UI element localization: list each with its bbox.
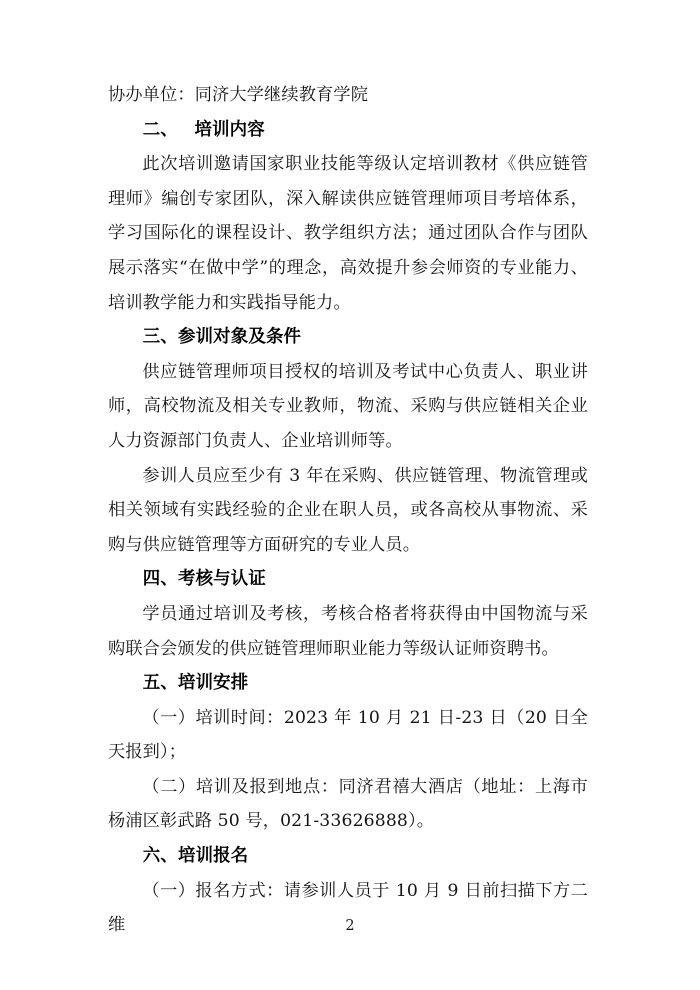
paragraph-participants-experience: 参训人员应至少有 3 年在采购、供应链管理、物流管理或相关领域有实践经验的企业在职人员，或各高校从事物流、采购与供应链管理等方面研究的专业人员。 xyxy=(108,465,588,555)
section-heading-three xyxy=(108,320,588,355)
section-heading-five xyxy=(108,666,588,701)
section-number-six: 六、 xyxy=(142,846,178,867)
paragraph-training-location: （二）培训及报到地点：同济君禧大酒店（地址：上海市杨浦区彰武路 50 号，021-33626888）。 xyxy=(108,776,588,832)
page-number: 2 xyxy=(345,918,355,934)
section-number-five: 五、 xyxy=(142,673,178,694)
paragraph-training-time: （一）培训时间：2023 年 10 月 21 日-23 日（20 日全天报到）； xyxy=(108,707,588,763)
section-number-two: 二、 xyxy=(142,119,178,140)
document-body xyxy=(108,78,588,943)
section-title-five: 培训安排 xyxy=(177,673,249,694)
paragraph-cohost-unit: 协办单位：同济大学继续教育学院 xyxy=(108,85,369,105)
section-heading-six xyxy=(108,839,588,874)
section-number-three: 三、 xyxy=(142,327,178,348)
paragraph-registration-method: （一）报名方式：请参训人员于 10 月 9 日前扫描下方二维 xyxy=(108,880,588,936)
section-number-four: 四、 xyxy=(142,569,178,590)
paragraph-participants-roles: 供应链管理师项目授权的培训及考试中心负责人、职业讲师，高校物流及相关专业教师，物流、采购与供应链相关企业人力资源部门负责人、企业培训师等。 xyxy=(108,361,588,451)
section-title-two: 培训内容 xyxy=(194,119,265,140)
section-title-three: 参训对象及条件 xyxy=(177,327,302,348)
paragraph-training-content: 此次培训邀请国家职业技能等级认定培训教材《供应链管理师》编创专家团队，深入解读供应链管理师项目考培体系，学习国际化的课程设计、教学组织方法；通过团队合作与团队展示落实“在做中学”的理念，高效提升参会师资的专业能力、培训教学能力和实践指导能力。 xyxy=(108,154,588,313)
section-title-four: 考核与认证 xyxy=(177,569,266,590)
section-heading-four xyxy=(108,562,588,597)
paragraph-assessment-certification: 学员通过培训及考核，考核合格者将获得由中国物流与采购联合会颁发的供应链管理师职业能力等级认证师资聘书。 xyxy=(108,603,588,659)
section-title-six: 培训报名 xyxy=(177,846,249,867)
section-heading-two xyxy=(108,113,588,148)
